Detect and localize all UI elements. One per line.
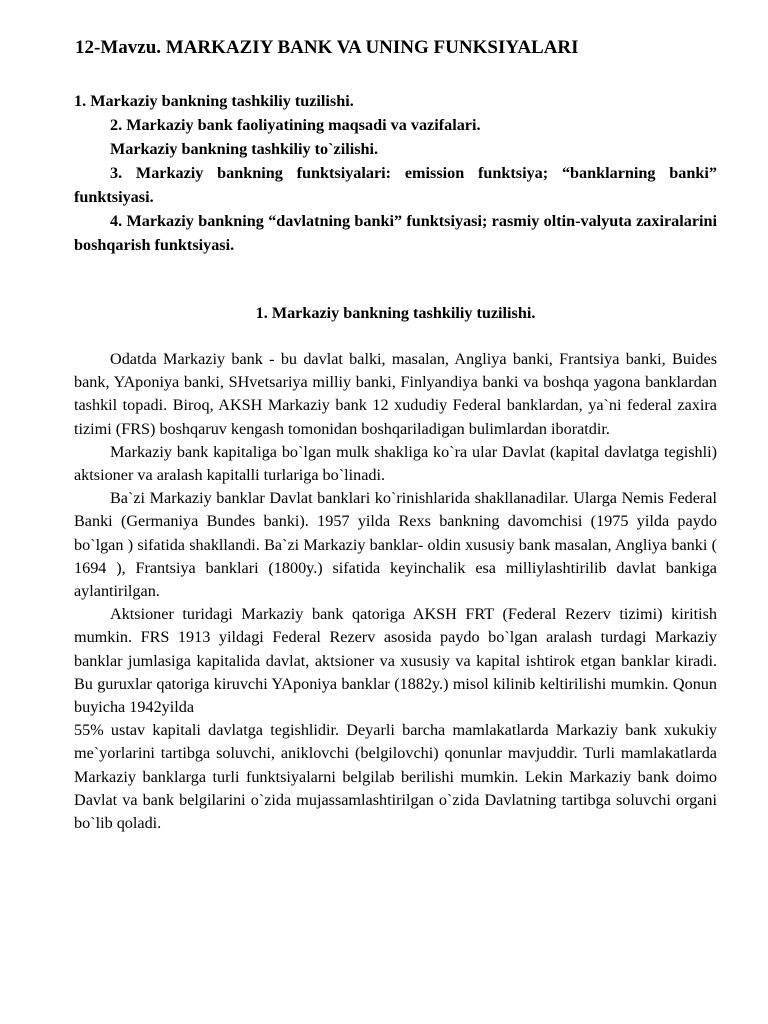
topic-outline (74, 89, 717, 257)
paragraph-1: Odatda Markaziy bank - bu davlat balki, masalan, Angliya banki, Frantsiya banki, Buides bank, YAponiya banki, SHvetsariya milliy banki, Finlyandiya banki va boshqa yagona banklardan tashkil topadi. Biroq, AKSH Markaziy bank 12 xududiy Federal banklardan, ya`ni federal zaxira tizimi (FRS) boshqaruv kengash tomonidan boshqariladigan bulimlardan iboratdir. (74, 350, 717, 438)
section-heading: 1. Markaziy bankning tashkiliy tuzilishi. (255, 304, 536, 322)
paragraph-3: Ba`zi Markaziy banklar Davlat banklari ko`rinishlarida shakllanadilar. Ularga Nemis Federal Banki (Germaniya Bundes banki). 1957 yilda Rexs bankning davomchisi (1975 yilda paydo bo`lgan ) sifatida shakllandi. Ba`zi Markaziy banklar- oldin xususiy bank masalan, Angliya banki ( 1694 ), Frantsiya banklari (1800y.) sifatida keyinchalik esa milliylashtirilib davlat bankiga aylantirilgan. (74, 489, 717, 601)
outline-item-4: 4. Markaziy bankning “davlatning banki” funktsiyasi; rasmiy oltin-valyuta zaxiralarini boshqarish funktsiyasi. (74, 212, 717, 254)
paragraph-5: 55% ustav kapitali davlatga tegishlidir. Deyarli barcha mamlakatlarda Markaziy bank xukukiy me`yorlarini tartibga soluvchi, aniklovchi (belgilovchi) qonunlar mavjuddir. Turli mamlakatlarda Markaziy banklarga turli funktsiyalarni belgilab berilishi mumkin. Lekin Markaziy bank doimo Davlat va bank belgilarini o`zida mujassamlashtirilgan o`zida Davlatning tartibga soluvchi organi bo`lib qoladi. (74, 721, 717, 833)
paragraph-4: Aktsioner turidagi Markaziy bank qatoriga AKSH FRT (Federal Rezerv tizimi) kiritish mumkin. FRS 1913 yildagi Federal Rezerv asosida paydo bo`lgan aralash turdagi Markaziy banklar jumlasiga kapitalida davlat, aktsioner va xususiy va kapital ishtirok etgan banklar kiradi. Bu guruxlar qatoriga kiruvchi YAponiya banklar (1882y.) misol kilinib keltirilishi mumkin. Qonun buyicha 1942yilda (74, 605, 717, 717)
outline-item-2-sub: Markaziy bankning tashkiliy to`zilishi. (110, 140, 379, 158)
outline-item-2: 2. Markaziy bank faoliyatining maqsadi va vazifalari. (110, 116, 481, 134)
paragraph-2: Markaziy bank kapitaliga bo`lgan mulk shakliga ko`ra ular Davlat (kapital davlatga tegishli) aktsioner va aralash kapitalli turlariga bo`linadi. (74, 442, 717, 485)
outline-item-1: 1. Markaziy bankning tashkiliy tuzilishi. (74, 92, 354, 110)
body-text (74, 348, 717, 835)
outline-item-3: 3. Markaziy bankning funktsiyalari: emission funktsiya; “banklarning banki” funktsiyasi. (74, 164, 717, 206)
page-title: 12-Mavzu. MARKAZIY BANK VA UNING FUNKSIYALARI (75, 37, 579, 58)
